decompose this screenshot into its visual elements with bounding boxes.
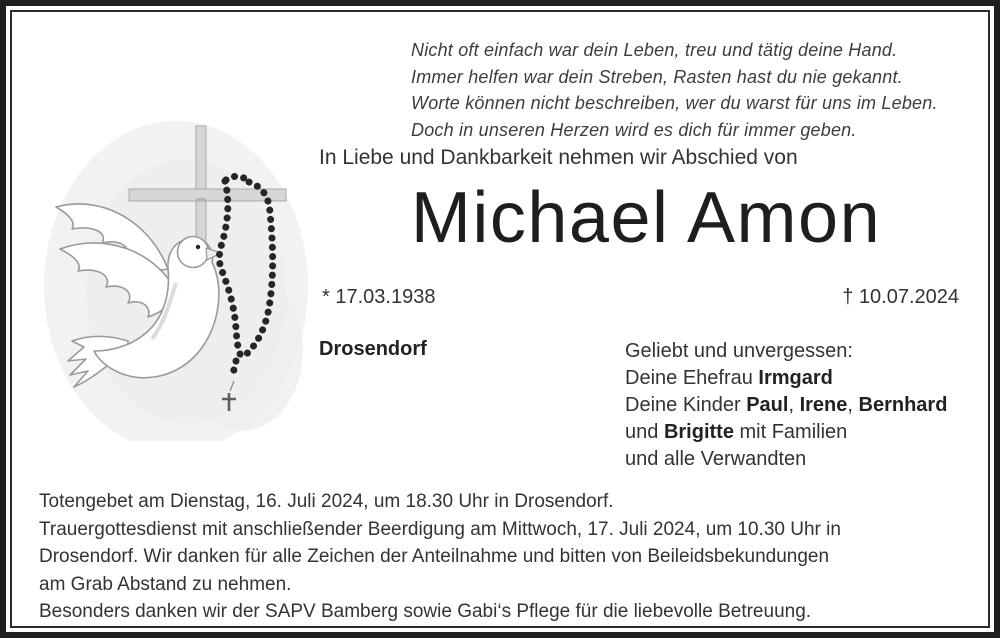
separator: ,	[847, 394, 859, 416]
wife-name: Irmgard	[758, 367, 833, 389]
children-prefix: Deine Kinder	[625, 394, 747, 416]
memorial-poem	[411, 37, 938, 143]
child-name: Bernhard	[858, 394, 948, 416]
event-line: Totengebet am Dienstag, 16. Juli 2024, um 18.30 Uhr in Drosendorf.	[39, 491, 614, 512]
event-line: am Grab Abstand zu nehmen.	[39, 573, 292, 595]
deceased-name: Michael Amon	[410, 178, 882, 258]
and-prefix: und	[625, 421, 664, 443]
event-line: Besonders danken wir der SAPV Bamberg sowie Gabi‘s Pflege für die liebevolle Betreuung.	[39, 601, 812, 622]
death-date: † 10.07.2024	[842, 286, 959, 308]
family-brigitte-line	[625, 419, 947, 446]
funeral-information	[39, 488, 841, 626]
poem-line: Worte können nicht beschreiben, wer du warst für uns im Leben.	[411, 93, 938, 113]
families-suffix: mit Familien	[733, 421, 848, 443]
child-name: Irene	[799, 394, 848, 416]
child-name: Paul	[746, 394, 789, 416]
family-children-line	[625, 392, 947, 419]
family-salute: Geliebt und unvergessen:	[625, 340, 853, 362]
farewell-intro: In Liebe und Dankbarkeit nehmen wir Abschied von	[319, 146, 798, 169]
poem-line: Nicht oft einfach war dein Leben, treu und tätig deine Hand.	[411, 40, 898, 60]
family-wife-line	[625, 365, 947, 392]
poem-line: Immer helfen war dein Streben, Rasten hast du nie gekannt.	[411, 66, 903, 87]
separator: ,	[788, 394, 800, 416]
event-line: Drosendorf. Wir danken für alle Zeichen der Anteilnahme und bitten von Beileidsbekundungen	[39, 546, 830, 567]
poem-line: Doch in unseren Herzen wird es dich für immer geben.	[411, 119, 857, 140]
birth-date: * 17.03.1938	[322, 286, 436, 308]
family-block	[625, 338, 947, 473]
child-name: Brigitte	[663, 421, 734, 443]
place-name: Drosendorf	[319, 338, 427, 360]
event-line: Trauergottesdienst mit anschließender Beerdigung am Mittwoch, 17. Juli 2024, um 10.30 Uhr in	[39, 518, 841, 540]
dove-cross-rosary-graphic	[36, 101, 316, 441]
wife-prefix: Deine Ehefrau	[625, 367, 759, 389]
family-relatives-line: und alle Verwandten	[625, 448, 807, 470]
